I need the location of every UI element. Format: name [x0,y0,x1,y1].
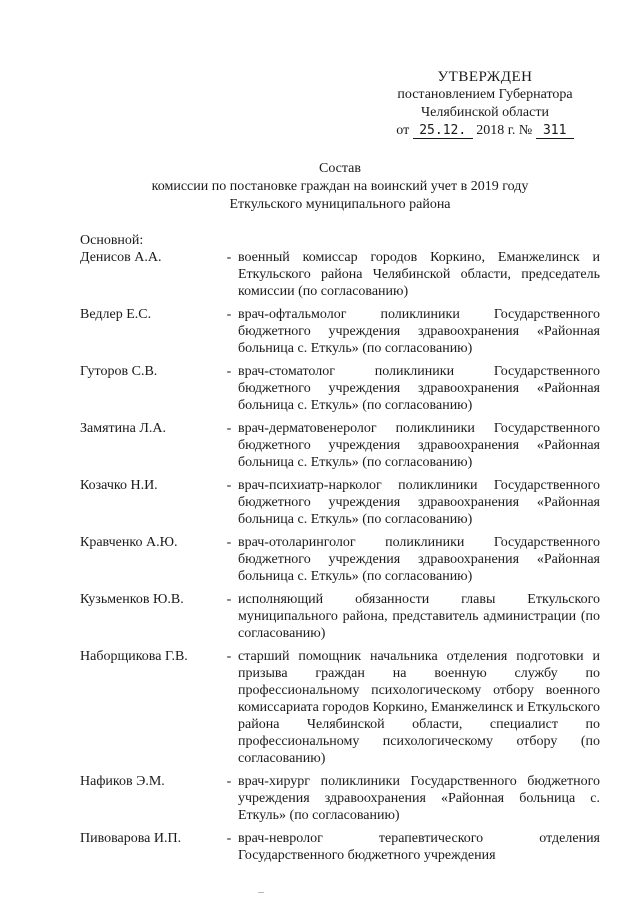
member-entry [80,648,600,767]
section-label: Основной: [80,233,144,248]
member-entry [80,477,600,528]
dash: - [226,774,232,789]
dash: - [226,250,232,265]
approval-title: УТВЕРЖДЕН [437,69,533,85]
approval-line-1: постановлением Губернатора [397,87,573,102]
member-name: Денисов А.А. [80,250,162,265]
member-role: врач-психиатр-нарколог поликлиники Государственного бюджетного учреждения здравоохранения «Районная больница с. Еткуль» (по согласованию) [238,478,600,527]
date-prefix: от [396,123,410,138]
approval-block [370,68,600,140]
member-entry [80,534,600,585]
member-entry [80,830,600,864]
dash: - [226,307,232,322]
member-name: Наборщикова Г.В. [80,649,188,664]
heading-line-1: Состав [318,161,361,176]
member-role: исполняющий обязанности главы Еткульского муниципального района, представитель администрации (по согласованию) [238,592,600,641]
members-list [80,232,600,865]
dash: - [226,478,232,493]
page-mark [258,892,264,893]
dash: - [226,649,232,664]
member-role: врач-офтальмолог поликлиники Государственного бюджетного учреждения здравоохранения «Районная больница с. Еткуль» (по согласованию) [238,307,600,356]
member-name: Козачко Н.И. [80,478,158,493]
dash: - [226,364,232,379]
member-name: Кузьменков Ю.В. [80,592,184,607]
number-value: 311 [536,123,574,139]
member-role: врач-стоматолог поликлиники Государственного бюджетного учреждения здравоохранения «Районная больница с. Еткуль» (по согласованию) [238,364,600,413]
member-entry [80,306,600,357]
approval-date-line [370,122,600,140]
member-name: Ведлер Е.С. [80,307,152,322]
member-entry [80,773,600,824]
document-heading [80,160,600,214]
dash: - [226,592,232,607]
member-name: Гуторов С.В. [80,364,158,379]
date-value: 25.12. [413,123,473,139]
dash: - [226,831,232,846]
member-role: старший помощник начальника отделения подготовки и призыва граждан на военную службу по профессиональному психологическому отбору военного комиссариата городов Коркино, Еманжелинск и Еткульского района Челябинской области, специалист по профессиональному психологическому отбору (по согласованию) [238,649,600,766]
member-entry [80,591,600,642]
date-year: 2018 г. № [476,123,533,138]
member-name: Кравченко А.Ю. [80,535,178,550]
member-role: врач-дерматовенеролог поликлиники Государственного бюджетного учреждения здравоохранения «Районная больница с. Еткуль» (по согласованию) [238,421,600,470]
member-role: врач-отоларинголог поликлиники Государственного бюджетного учреждения здравоохранения «Районная больница с. Еткуль» (по согласованию) [238,535,600,584]
dash: - [226,421,232,436]
member-name: Замятина Л.А. [80,421,166,436]
member-role: врач-хирург поликлиники Государственного бюджетного учреждения здравоохранения «Районная больница с. Еткуль» (по согласованию) [238,774,600,823]
member-entry [80,420,600,471]
dash: - [226,535,232,550]
member-name: Пивоварова И.П. [80,831,182,846]
member-role: врач-невролог терапевтического отделения Государственного бюджетного учреждения [238,831,600,863]
member-entry [80,249,600,300]
approval-line-2: Челябинской области [421,105,549,120]
heading-line-2: комиссии по постановке граждан на воинский учет в 2019 году [151,179,529,194]
member-entry [80,363,600,414]
heading-line-3: Еткульского муниципального района [229,197,451,212]
member-role: военный комиссар городов Коркино, Еманжелинск и Еткульского района Челябинской области, председатель комиссии (по согласованию) [238,250,600,299]
member-name: Нафиков Э.М. [80,774,165,789]
